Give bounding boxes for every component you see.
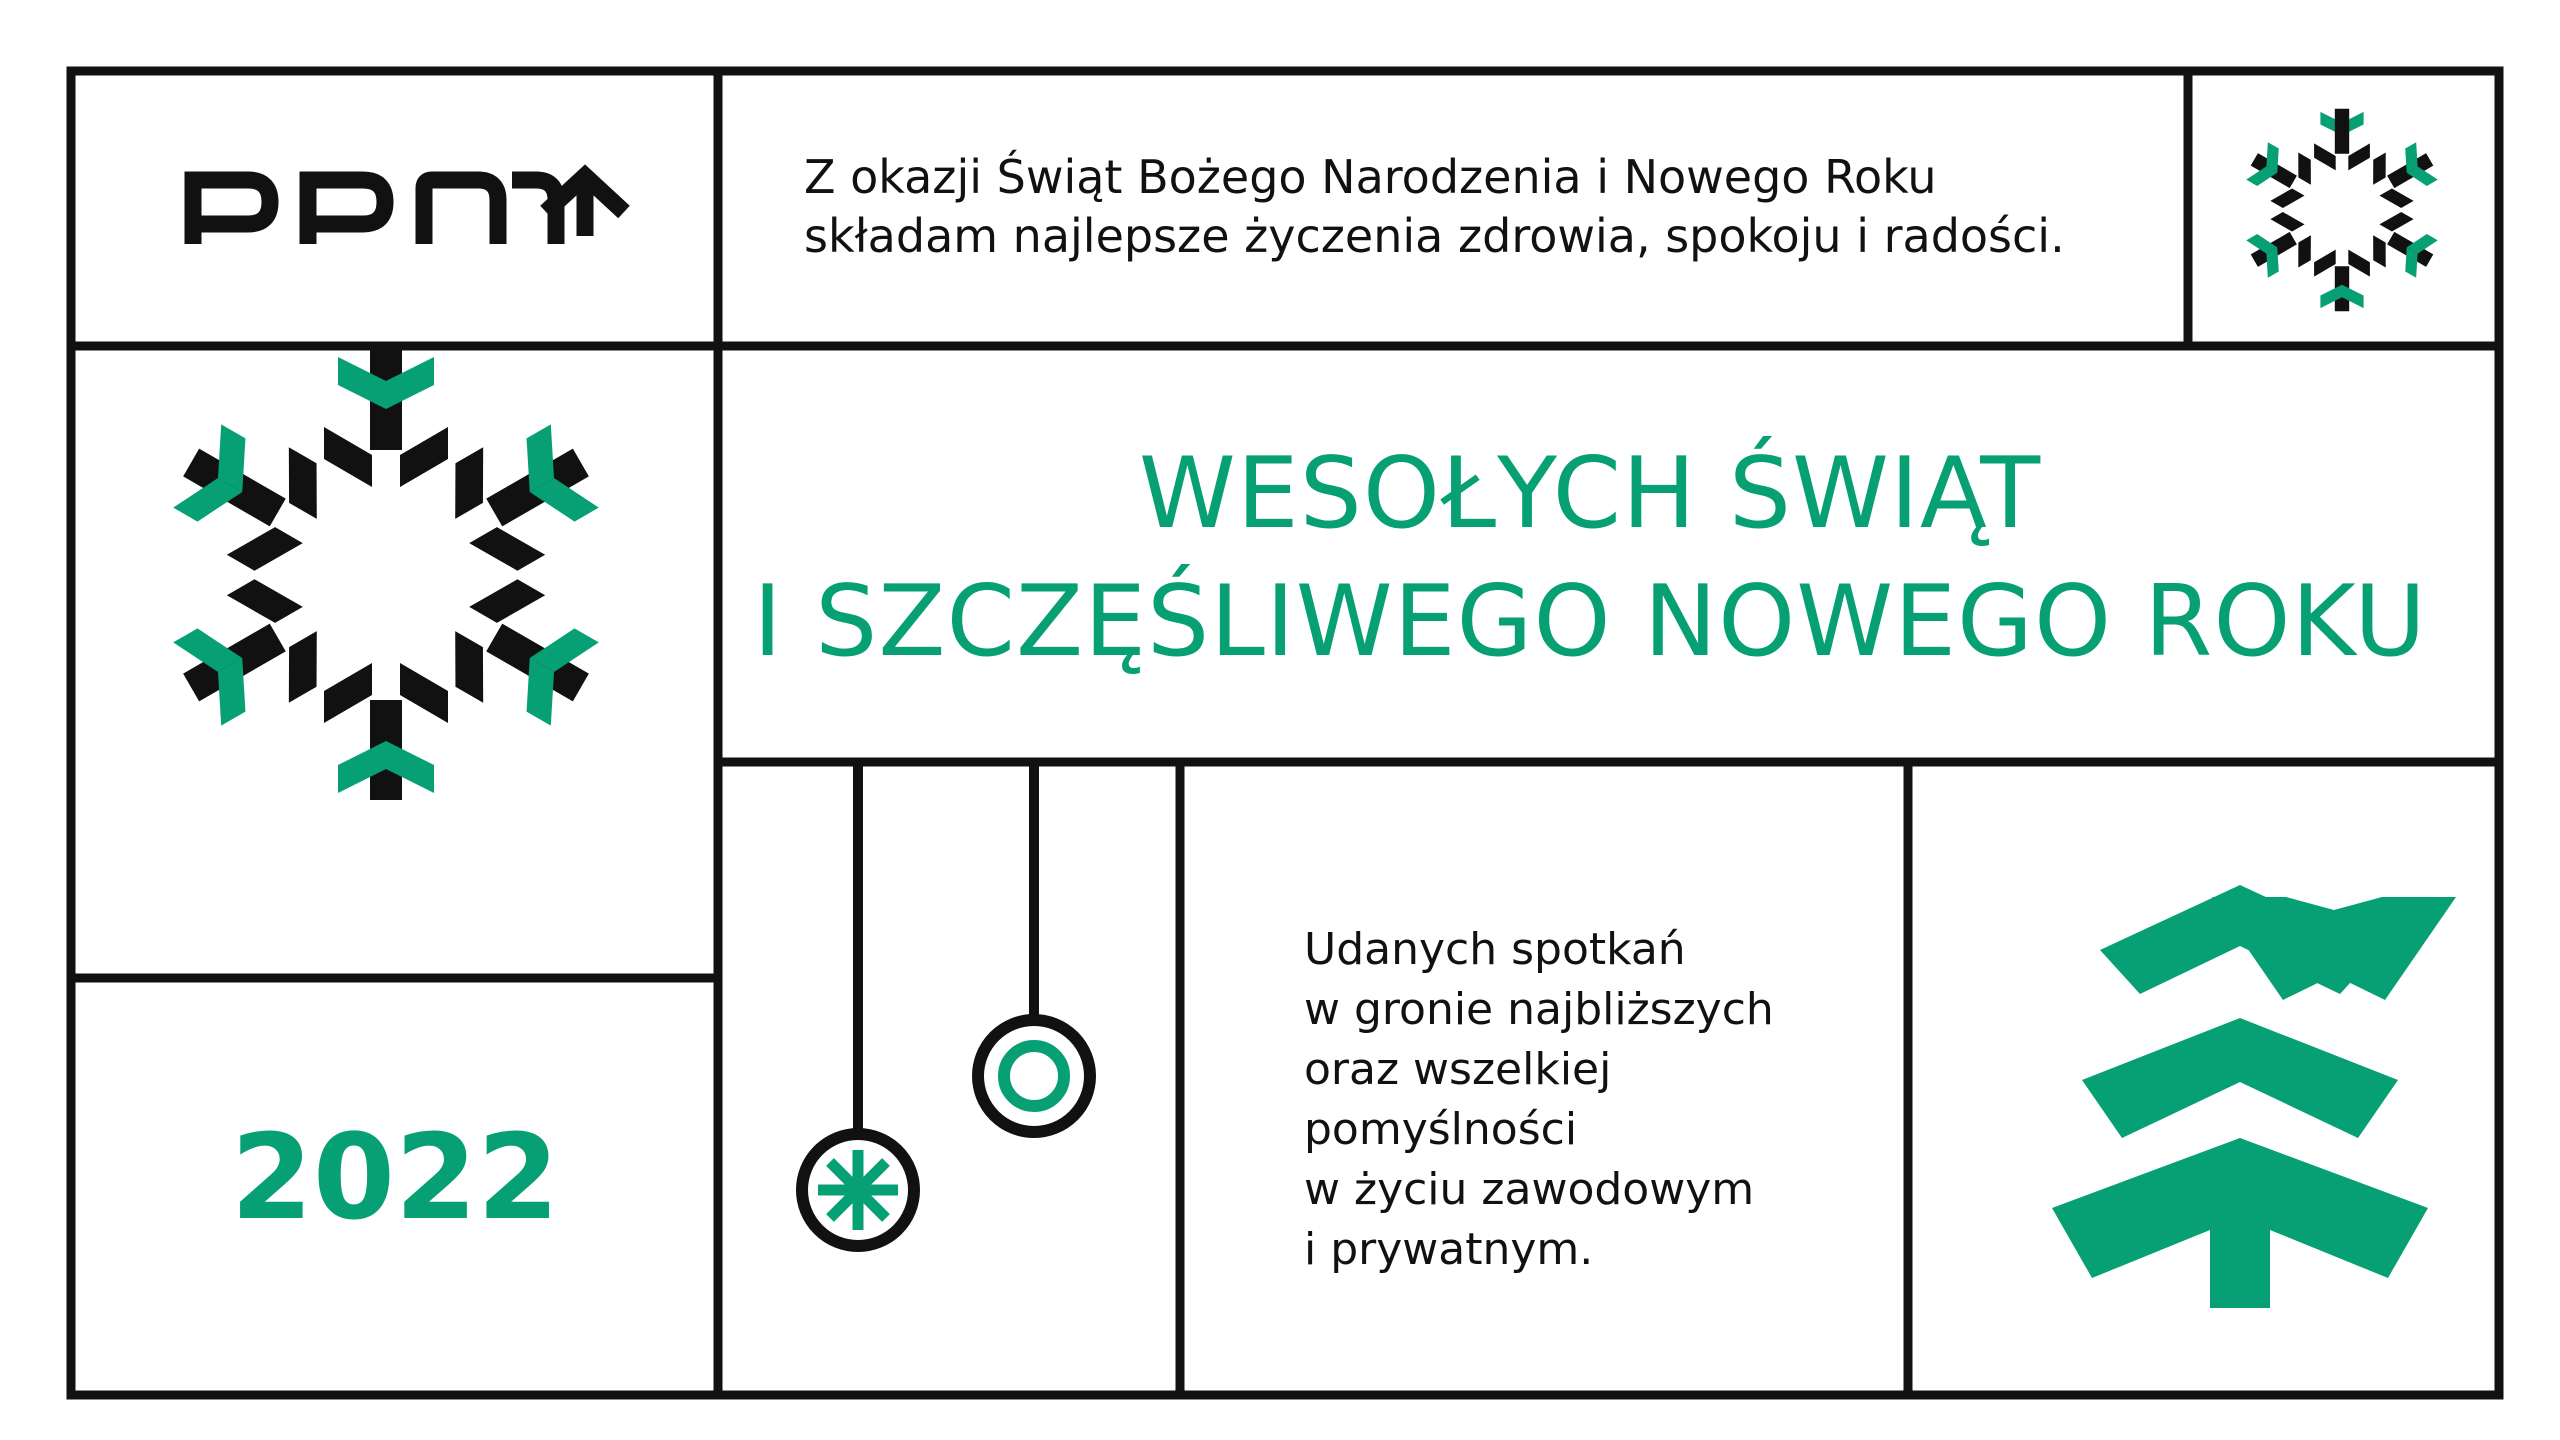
- ppnt-logo: [193, 176, 624, 244]
- side-wish-line: pomyślności: [1304, 1104, 1578, 1155]
- header-wish-line: Z okazji Świąt Bożego Narodzenia i Nowego Roku: [804, 150, 1937, 204]
- side-wish-line: oraz wszelkiej: [1304, 1044, 1612, 1095]
- year-label: 2022: [230, 1108, 560, 1246]
- header-wish: [804, 148, 2065, 266]
- snowflake-icon: [160, 350, 612, 800]
- greeting-line: WESOŁYCH ŚWIĄT: [1138, 437, 2042, 551]
- side-wish-line: w życiu zawodowym: [1304, 1164, 1755, 1215]
- side-wish-line: w gronie najbliższych: [1304, 984, 1774, 1035]
- side-wish-line: i prywatnym.: [1304, 1224, 1594, 1275]
- header-wish-line: składam najlepsze życzenia zdrowia, spokoju i radości.: [804, 209, 2065, 263]
- side-wish: [1304, 920, 1774, 1280]
- ornament-ring-icon: [978, 762, 1090, 1132]
- side-wish-line: Udanych spotkań: [1304, 924, 1686, 975]
- ornament-snowflake-icon: [802, 762, 914, 1246]
- small-snowflake-icon: [2240, 109, 2443, 312]
- main-greeting: [700, 430, 2480, 686]
- greeting-line: I SZCZĘŚLIWEGO NOWEGO ROKU: [753, 565, 2427, 679]
